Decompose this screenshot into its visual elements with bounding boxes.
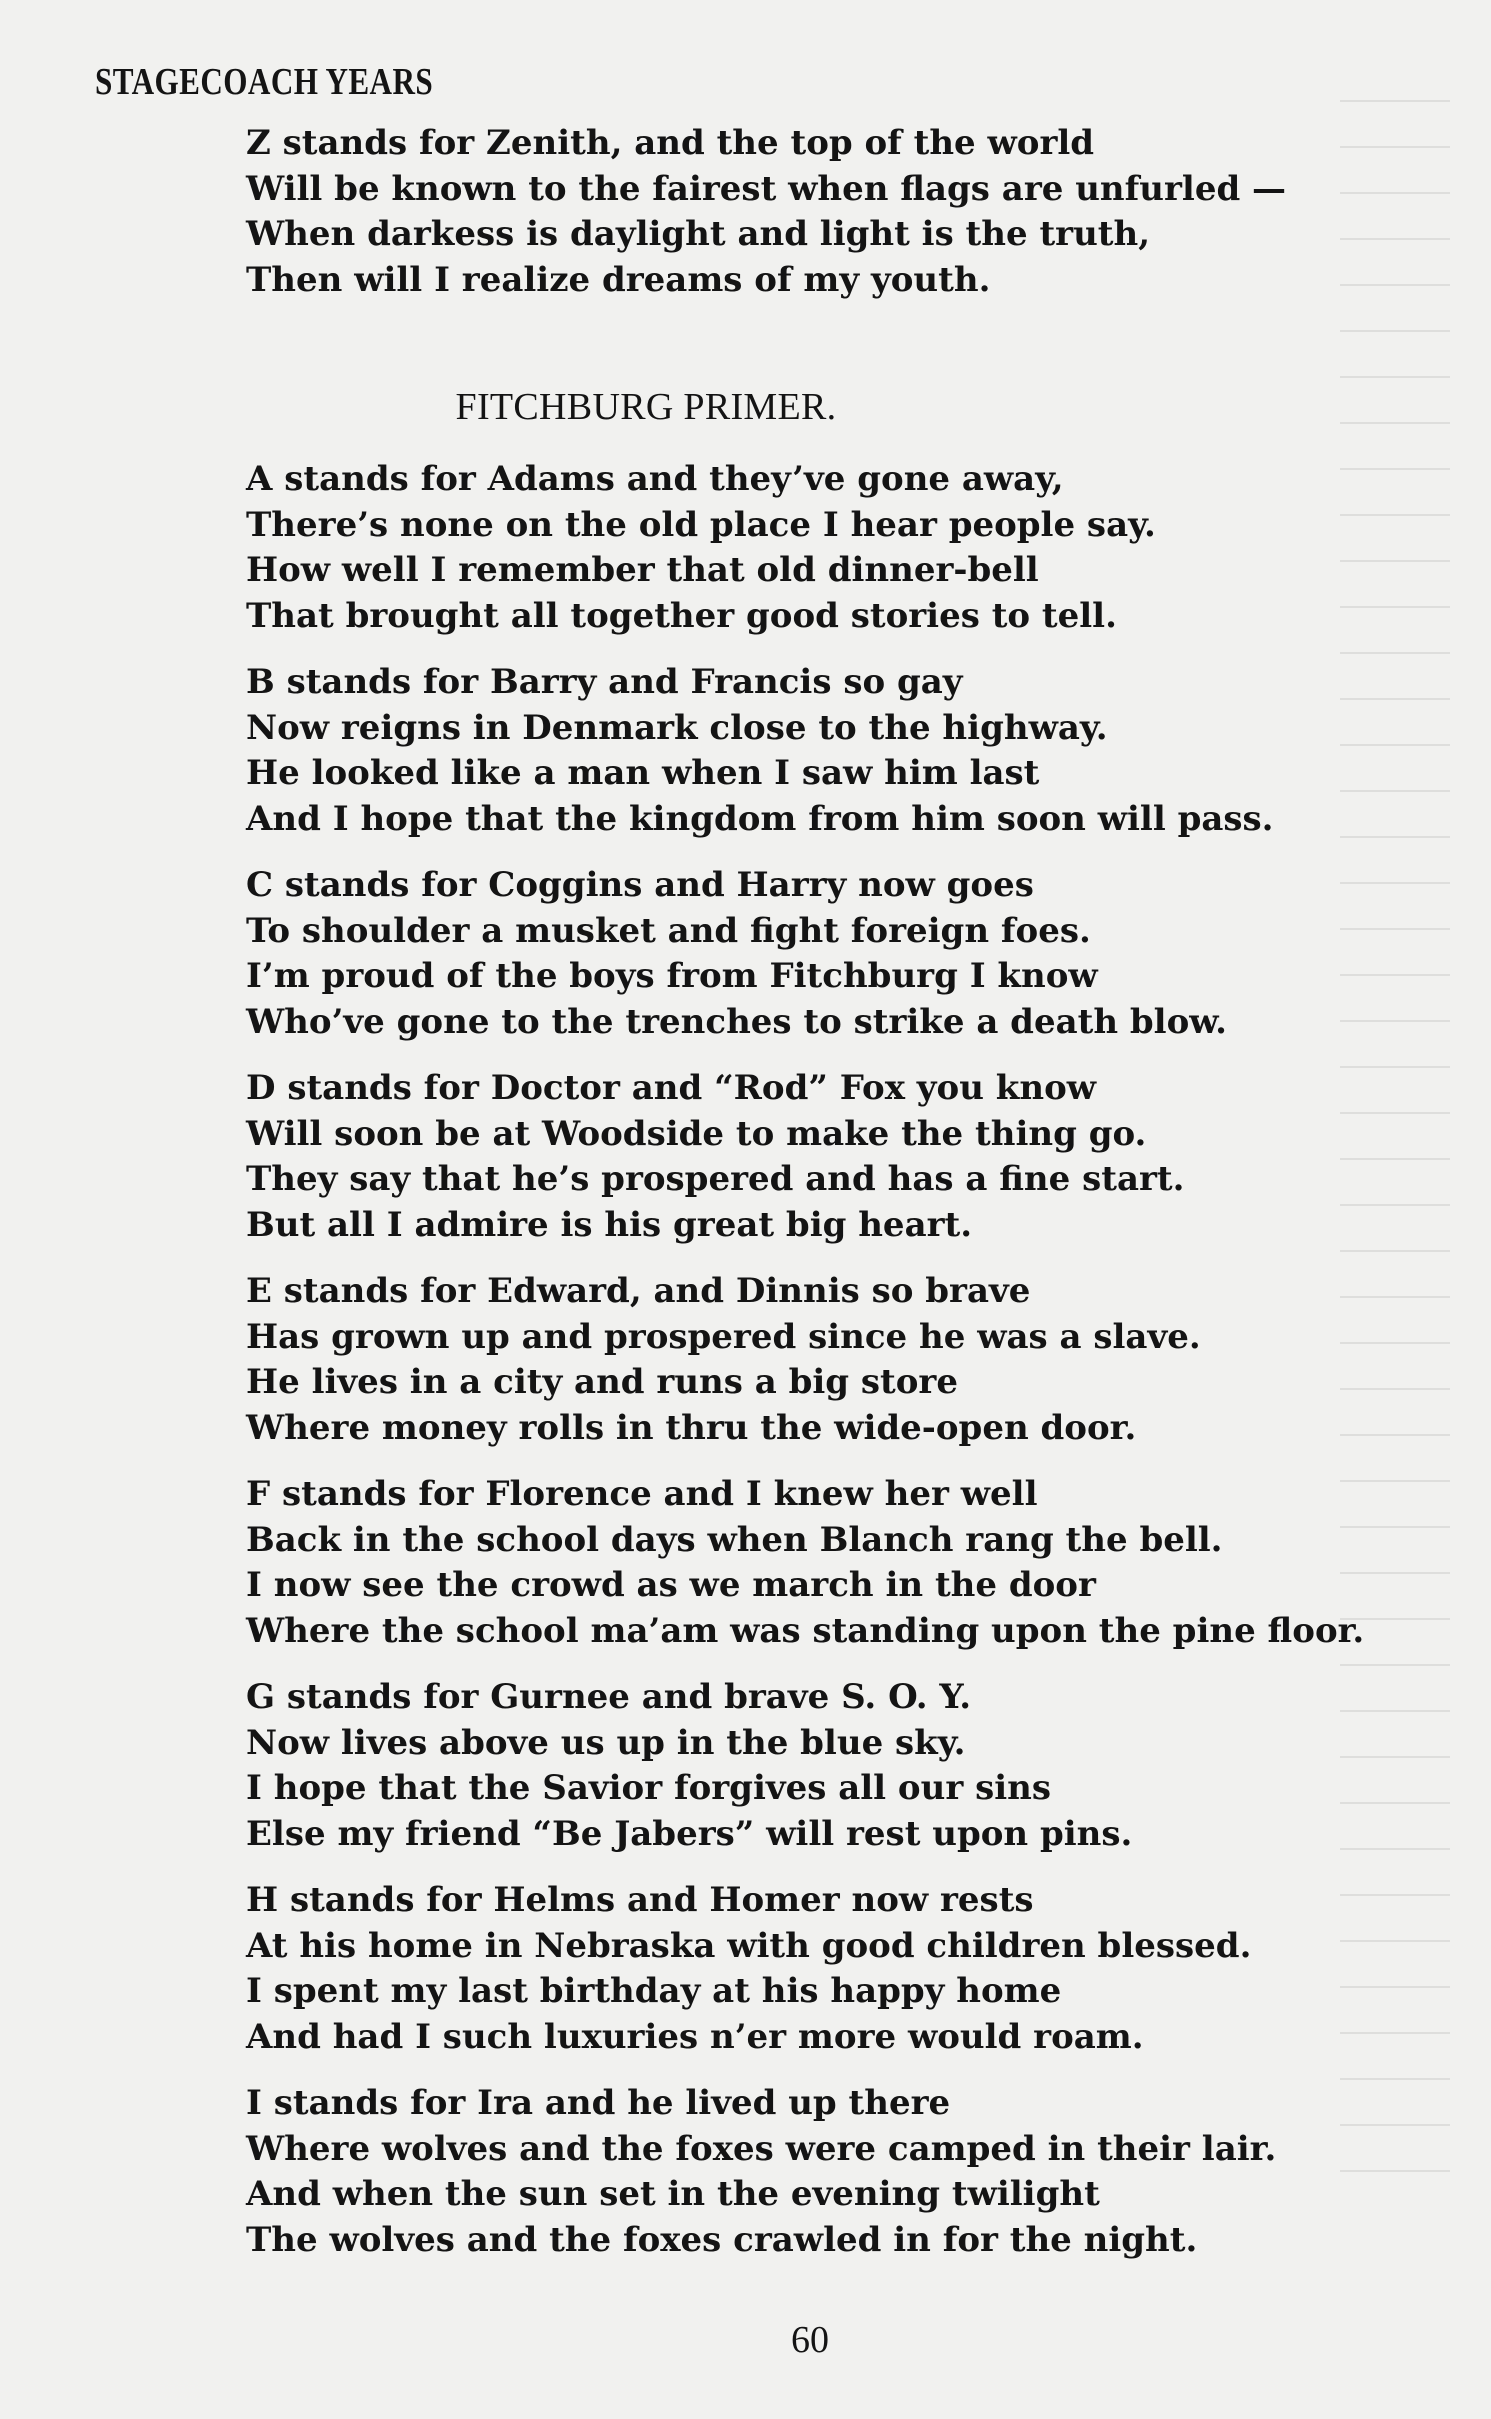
verse-line: When darkess is daylight and light is the truth, xyxy=(246,214,1151,254)
stanza-e xyxy=(246,1269,1426,1451)
verse-line: Who’ve gone to the trenches to strike a death blow. xyxy=(246,1001,1227,1042)
verse-line: A stands for Adams and they’ve gone away, xyxy=(246,459,1064,499)
verse-line: Back in the school days when Blanch rang the bell. xyxy=(246,1519,1223,1560)
verse-line: I hope that the Savior forgives all our sins xyxy=(246,1768,1051,1808)
verse-line: Now reigns in Denmark close to the highway. xyxy=(246,707,1108,748)
stanza-c xyxy=(246,863,1426,1045)
stanza-b xyxy=(246,660,1426,842)
verse-line: Has grown up and prospered since he was a slave. xyxy=(246,1316,1201,1357)
verse-line: F stands for Florence and I knew her well xyxy=(246,1474,1038,1514)
poem-title: FITCHBURG PRIMER. xyxy=(455,386,837,428)
verse-line: I now see the crowd as we march in the door xyxy=(246,1565,1096,1605)
verse-line: They say that he’s prospered and has a fine start. xyxy=(246,1159,1185,1199)
verse-line: Now lives above us up in the blue sky. xyxy=(246,1722,966,1763)
intro-stanza xyxy=(246,121,1426,303)
verse-line: E stands for Edward, and Dinnis so brave xyxy=(246,1271,1031,1311)
verse-line: H stands for Helms and Homer now rests xyxy=(246,1880,1034,1920)
verse-line: B stands for Barry and Francis so gay xyxy=(246,662,963,702)
page-number: 60 xyxy=(791,2319,829,2361)
stanza-h xyxy=(246,1878,1426,2060)
stanza-d xyxy=(246,1066,1426,1248)
verse-line: Will be known to the fairest when flags are unfurled — xyxy=(246,168,1287,209)
running-header: STAGECOACH YEARS xyxy=(95,61,434,103)
verse-line: The wolves and the foxes crawled in for the night. xyxy=(246,2219,1198,2260)
stanza-i xyxy=(246,2081,1426,2263)
verse-line: Else my friend “Be Jabers” will rest upon pins. xyxy=(246,1813,1133,1854)
verse-line: G stands for Gurnee and brave S. O. Y. xyxy=(246,1677,972,1717)
verse-line: I’m proud of the boys from Fitchburg I know xyxy=(246,956,1098,996)
verse-line: That brought all together good stories to tell. xyxy=(246,595,1117,636)
verse-line: And had I such luxuries n’er more would roam. xyxy=(246,2016,1144,2057)
verse-line: Will soon be at Woodside to make the thing go. xyxy=(246,1113,1147,1154)
fitchburg-primer-poem xyxy=(246,385,1426,2263)
text-block xyxy=(246,121,1426,2284)
verse-line: There’s none on the old place I hear people say. xyxy=(246,504,1156,545)
stanza-a xyxy=(246,457,1426,639)
stanza-g xyxy=(246,1675,1426,1857)
verse-line: D stands for Doctor and “Rod” Fox you know xyxy=(246,1068,1097,1108)
stanza-f xyxy=(246,1472,1426,1654)
verse-line: Where wolves and the foxes were camped in their lair. xyxy=(246,2128,1277,2169)
verse-line: Where the school ma’am was standing upon the pine floor. xyxy=(246,1610,1365,1651)
verse-line: Where money rolls in thru the wide-open door. xyxy=(246,1407,1137,1448)
verse-line: I stands for Ira and he lived up there xyxy=(246,2083,951,2123)
verse-line: Z stands for Zenith, and the top of the world xyxy=(246,123,1095,163)
verse-line: He lives in a city and runs a big store xyxy=(246,1362,958,1402)
verse-line: Then will I realize dreams of my youth. xyxy=(246,259,991,300)
verse-line: How well I remember that old dinner-bell xyxy=(246,550,1039,590)
verse-line: And I hope that the kingdom from him soon will pass. xyxy=(246,798,1274,839)
verse-line: At his home in Nebraska with good children blessed. xyxy=(246,1925,1252,1966)
verse-line: C stands for Coggins and Harry now goes xyxy=(246,865,1034,905)
verse-line: I spent my last birthday at his happy home xyxy=(246,1971,1062,2011)
verse-line: He looked like a man when I saw him last xyxy=(246,753,1040,793)
verse-line: But all I admire is his great big heart. xyxy=(246,1204,973,1245)
verse-line: And when the sun set in the evening twilight xyxy=(246,2174,1100,2214)
verse-line: To shoulder a musket and fight foreign foes. xyxy=(246,910,1091,951)
